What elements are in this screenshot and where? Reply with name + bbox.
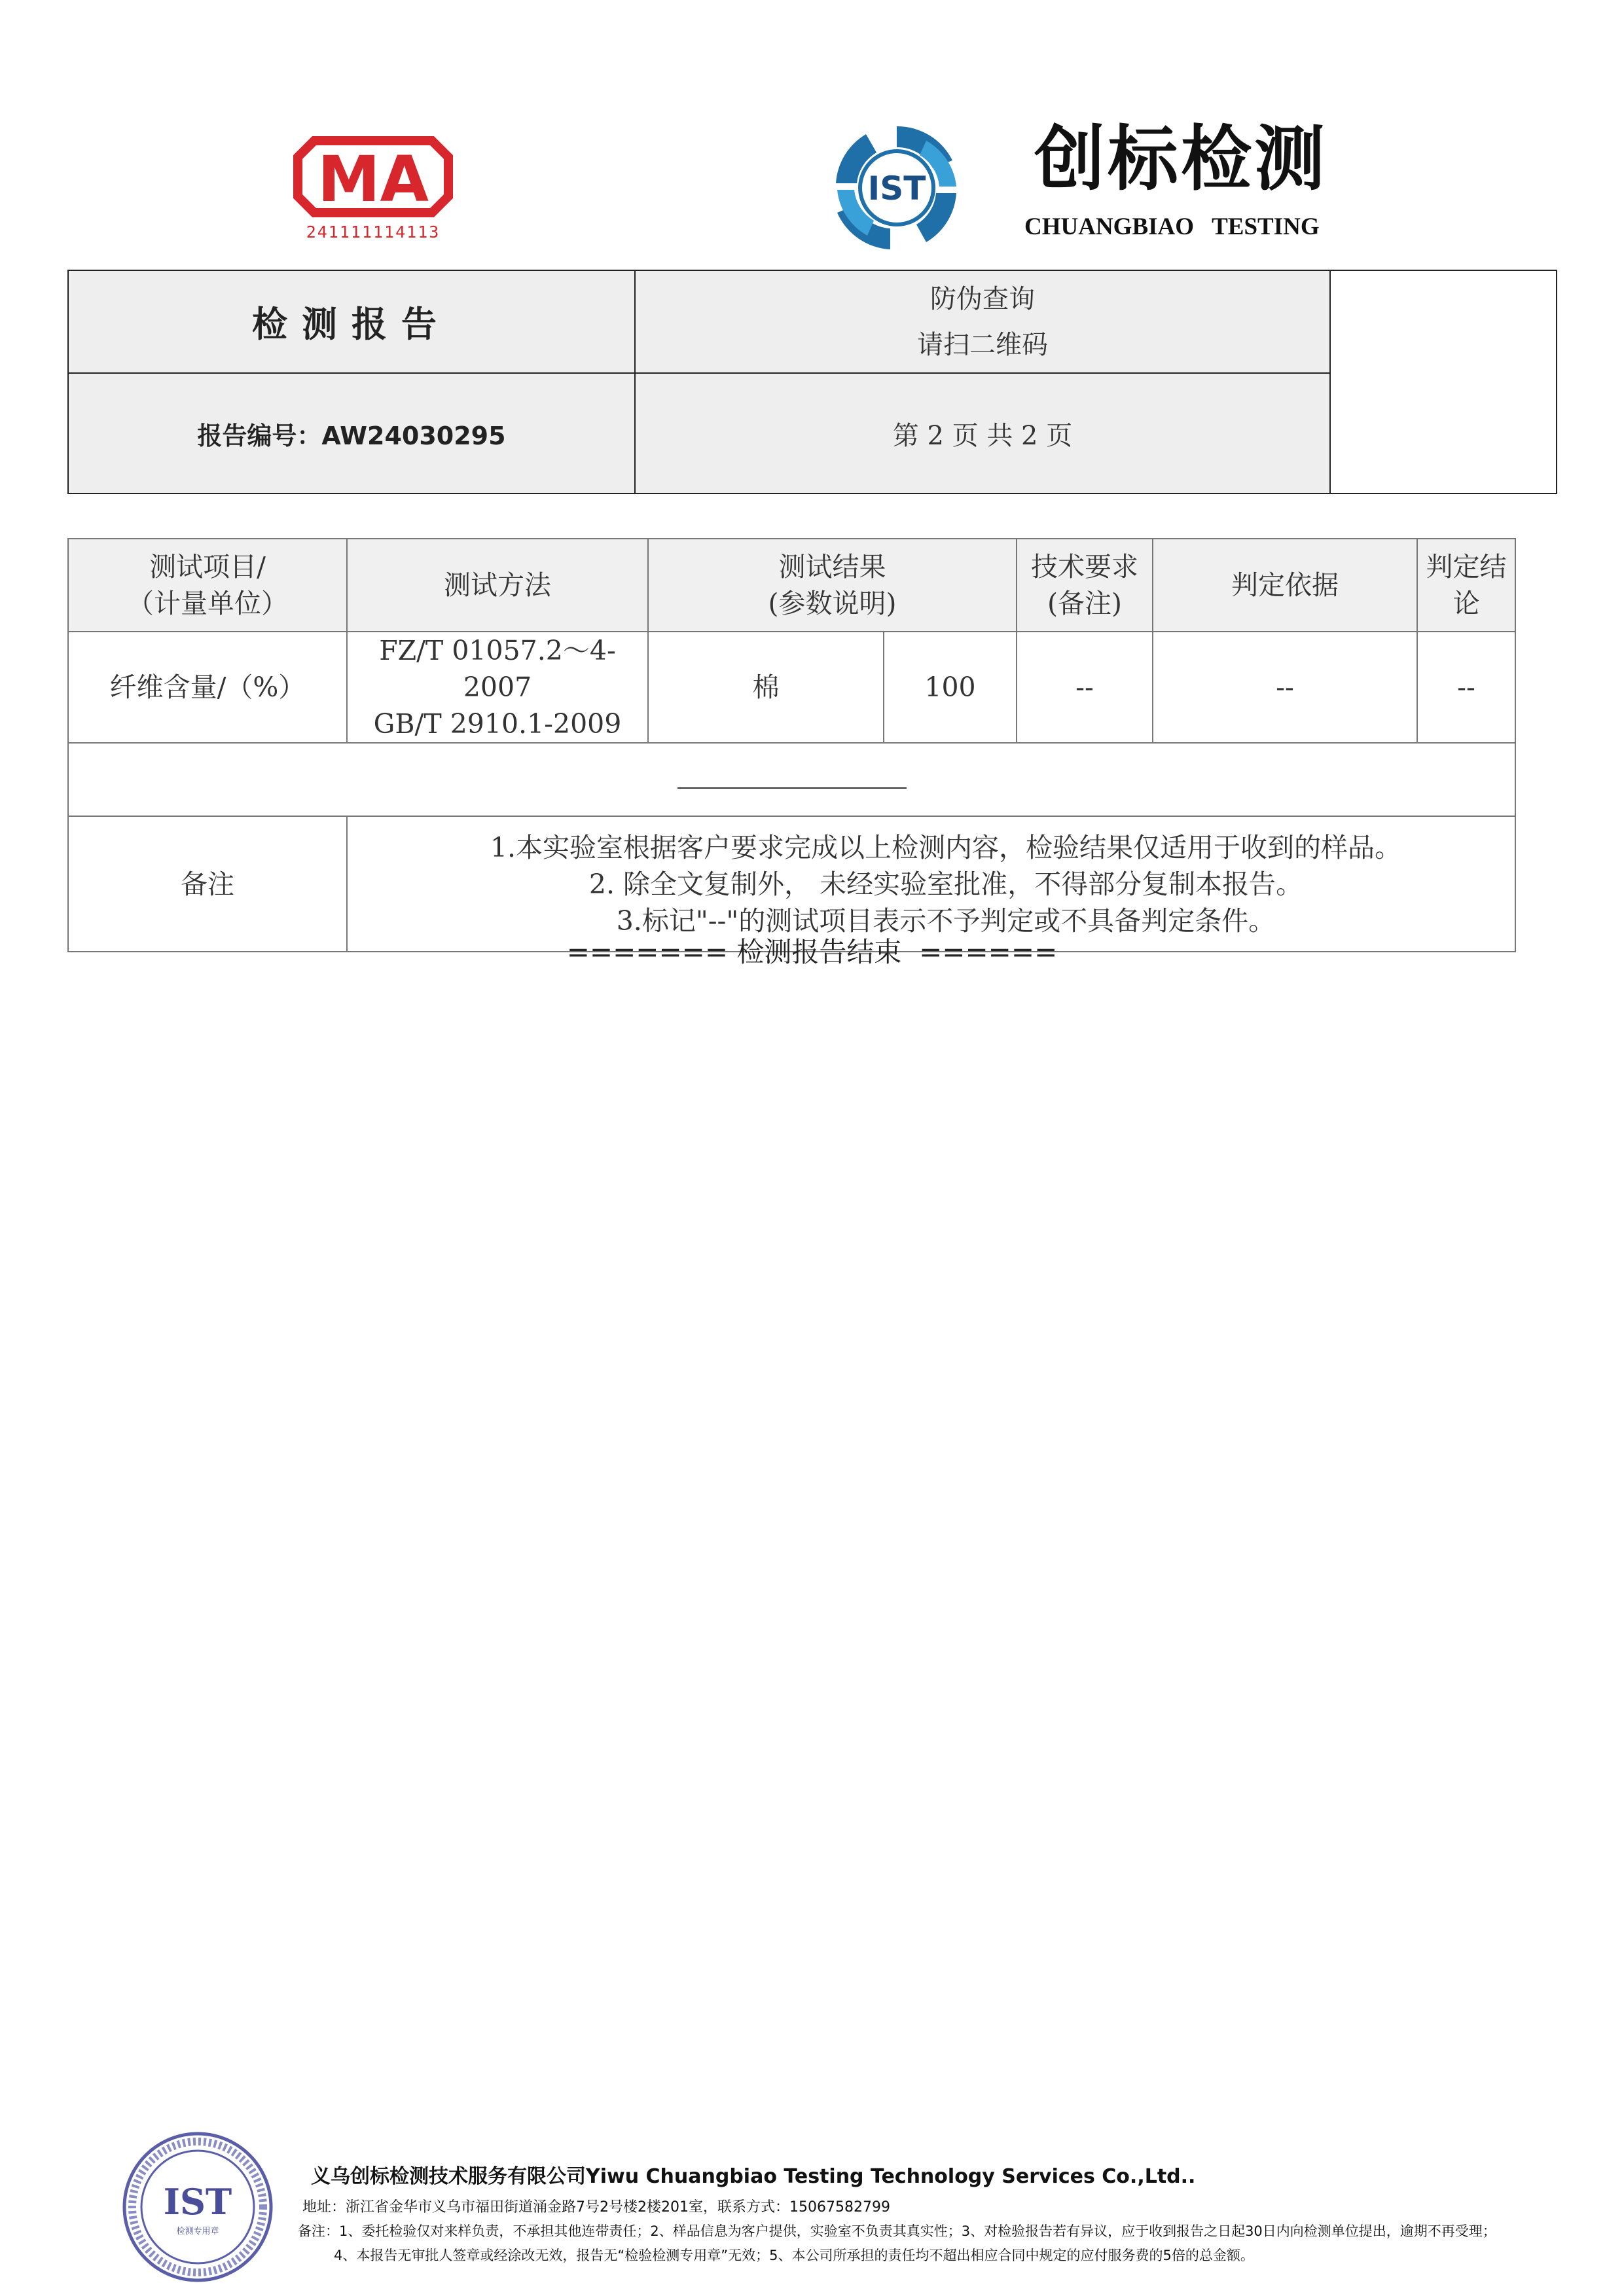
cell-conclusion: -- — [1417, 632, 1515, 743]
verify-line-1: 防伪查询 — [930, 283, 1035, 314]
cell-requirement: -- — [1017, 632, 1153, 743]
report-number: 报告编号：AW24030295 — [69, 374, 636, 493]
remark-3: 3.标记"--"的测试项目表示不予判定或不具备判定条件。 — [616, 905, 1276, 937]
table-header-row — [68, 539, 1515, 632]
header-test-method: 测试方法 — [347, 539, 648, 632]
footer-address: 地址：浙江省金华市义乌市福田街道涌金路7号2号楼2楼201室，联系方式：15067582799 — [302, 2199, 890, 2215]
anti-counterfeit-query — [636, 271, 1331, 374]
header-conclusion: 判定结 论 — [1417, 539, 1515, 632]
cell-test-item: 纤维含量/（%） — [68, 632, 347, 743]
report-header-table — [67, 270, 1557, 494]
footer-company-name: 义乌创标检测技术服务有限公司Yiwu Chuangbiao Testing Technology Services Co.,Ltd.. — [311, 2165, 1196, 2188]
remarks-label: 备注 — [68, 816, 347, 952]
header-judgement-basis: 判定依据 — [1153, 539, 1417, 632]
table-row — [68, 632, 1515, 743]
remark-2: 2. 除全文复制外， 未经实验室批准，不得部分复制本报告。 — [588, 868, 1303, 900]
header-test-item: 测试项目/ （计量单位） — [68, 539, 347, 632]
footer-note-line-1: 备注：1、委托检验仅对来样负责，不承担其他连带责任；2、样品信息为客户提供，实验室不负责其真实性；3、对检验报告若有异议，应于收到报告之日起30日内向检测单位提出，逾期不再受理； — [298, 2223, 1496, 2239]
cell-result-value: 100 — [884, 632, 1017, 743]
header-test-result: 测试结果 (参数说明) — [648, 539, 1017, 632]
cma-certificate-number: 241111114113 — [306, 223, 441, 242]
report-end-mark: ======= 检测报告结束 ====== — [566, 936, 1058, 968]
footer-note-line-2: 4、本报告无审批人签章或经涂改无效，报告无“检验检测专用章”无效；5、本公司所承担的责任均不超出相应合同中规定的应付服务费的5倍的总金额。 — [334, 2248, 1254, 2263]
brand-name-chinese: 创标检测 — [1034, 118, 1328, 200]
cell-basis: -- — [1153, 632, 1417, 743]
seal-subtext: 检测专用章 — [176, 2227, 219, 2236]
separator-line — [677, 787, 907, 789]
report-title: 检测报告 — [69, 271, 636, 374]
seal-text: IST — [163, 2181, 232, 2223]
ist-logo-text: IST — [867, 170, 926, 207]
cell-result-param: 棉 — [648, 632, 884, 743]
page-info: 第 2 页 共 2 页 — [636, 374, 1331, 493]
cell-test-method: FZ/T 01057.2～4-2007 GB/T 2910.1-2009 — [347, 632, 648, 743]
inspection-seal-stamp — [121, 2130, 275, 2284]
brand-name-english: CHUANGBIAO TESTING — [1024, 213, 1320, 240]
separator-row — [68, 743, 1515, 816]
qr-code-area — [1331, 271, 1556, 493]
remark-1: 1.本实验室根据客户要求完成以上检测内容，检验结果仅适用于收到的样品。 — [490, 831, 1402, 863]
verify-line-2: 请扫二维码 — [917, 329, 1048, 360]
header-technical-requirement: 技术要求 (备注) — [1017, 539, 1153, 632]
test-results-table — [67, 538, 1516, 952]
cma-logo-text: MA — [317, 143, 429, 216]
ist-logo — [828, 121, 965, 255]
